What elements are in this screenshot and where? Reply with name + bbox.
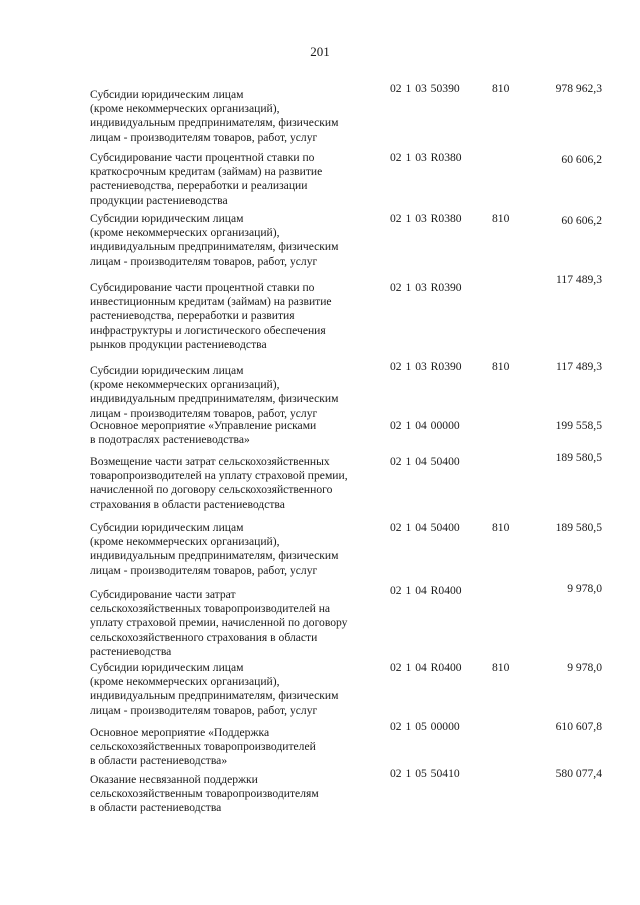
row-amount: 189 580,5 xyxy=(555,451,602,464)
description-line: инфраструктуры и логистического обеспечения xyxy=(90,323,326,337)
row-description xyxy=(90,726,390,769)
row-code: 02 1 03 R0380 xyxy=(390,212,462,225)
description-line: в подотраслях растениеводства» xyxy=(90,433,250,447)
description-line: начисленной по договору сельскохозяйственного xyxy=(90,483,333,497)
description-line: (кроме некоммерческих организаций), xyxy=(90,535,280,549)
row-description xyxy=(90,281,390,352)
description-line: Возмещение части затрат сельскохозяйственных xyxy=(90,455,330,468)
row-amount: 978 962,3 xyxy=(555,82,602,95)
row-description xyxy=(90,212,390,269)
description-line: Основное мероприятие «Поддержка xyxy=(90,726,270,739)
description-line: растениеводства, переработки и реализации xyxy=(90,179,308,193)
row-description xyxy=(90,419,390,447)
description-line: Основное мероприятие «Управление рисками xyxy=(90,419,317,432)
description-line: сельскохозяйственным товаропроизводителям xyxy=(90,787,319,801)
row-description xyxy=(90,455,390,512)
description-line: Субсидии юридическим лицам xyxy=(90,88,244,101)
description-line: Субсидирование части процентной ставки по xyxy=(90,151,315,164)
row-code: 02 1 04 R0400 xyxy=(390,584,462,597)
description-line: в области растениеводства xyxy=(90,801,222,815)
description-line: товаропроизводителей на уплату страховой премии, xyxy=(90,469,348,483)
row-description xyxy=(90,661,390,718)
description-line: лицам - производителям товаров, работ, услуг xyxy=(90,130,318,144)
description-line: продукции растениеводства xyxy=(90,193,228,207)
description-line: растениеводства xyxy=(90,644,172,658)
description-line: лицам - производителям товаров, работ, услуг xyxy=(90,406,318,420)
description-line: растениеводства, переработки и развития xyxy=(90,309,295,323)
description-line: Субсидии юридическим лицам xyxy=(90,212,244,225)
description-line: (кроме некоммерческих организаций), xyxy=(90,378,280,392)
description-line: сельскохозяйственных товаропроизводителей на xyxy=(90,602,331,616)
description-line: лицам - производителям товаров, работ, услуг xyxy=(90,703,318,717)
description-line: Субсидирование части процентной ставки по xyxy=(90,281,315,294)
page-number: 201 xyxy=(310,44,330,59)
row-amount: 9 978,0 xyxy=(567,582,602,595)
row-amount: 189 580,5 xyxy=(555,521,602,534)
row-code: 02 1 04 00000 xyxy=(390,419,460,432)
row-description xyxy=(90,88,390,145)
description-line: краткосрочным кредитам (займам) на развитие xyxy=(90,165,323,179)
row-code: 02 1 03 R0380 xyxy=(390,151,462,164)
row-amount: 610 607,8 xyxy=(555,720,602,733)
description-line: сельскохозяйственного страхования в области xyxy=(90,630,318,644)
row-code: 02 1 05 00000 xyxy=(390,720,460,733)
description-line: индивидуальным предпринимателям, физическим xyxy=(90,240,339,254)
row-expense-type: 810 xyxy=(492,82,510,95)
row-amount: 199 558,5 xyxy=(555,419,602,432)
description-line: (кроме некоммерческих организаций), xyxy=(90,675,280,689)
row-description xyxy=(90,364,390,421)
row-amount: 117 489,3 xyxy=(556,273,602,286)
description-line: (кроме некоммерческих организаций), xyxy=(90,102,280,116)
row-expense-type: 810 xyxy=(492,212,510,225)
description-line: сельскохозяйственных товаропроизводителей xyxy=(90,740,316,754)
description-line: Субсидии юридическим лицам xyxy=(90,661,244,674)
row-amount: 60 606,2 xyxy=(561,214,602,227)
row-description xyxy=(90,521,390,578)
description-line: Оказание несвязанной поддержки xyxy=(90,773,258,786)
description-line: инвестиционным кредитам (займам) на развитие xyxy=(90,295,332,309)
row-amount: 9 978,0 xyxy=(567,661,602,674)
description-line: Субсидии юридическим лицам xyxy=(90,364,244,377)
row-expense-type: 810 xyxy=(492,661,510,674)
row-code: 02 1 05 50410 xyxy=(390,767,460,780)
description-line: лицам - производителям товаров, работ, услуг xyxy=(90,254,318,268)
row-description xyxy=(90,151,390,208)
description-line: индивидуальным предпринимателям, физическим xyxy=(90,549,339,563)
description-line: Субсидии юридическим лицам xyxy=(90,521,244,534)
description-line: уплату страховой премии, начисленной по договору xyxy=(90,616,348,630)
row-code: 02 1 04 50400 xyxy=(390,455,460,468)
description-line: (кроме некоммерческих организаций), xyxy=(90,226,280,240)
description-line: лицам - производителям товаров, работ, услуг xyxy=(90,563,318,577)
row-expense-type: 810 xyxy=(492,521,510,534)
row-amount: 60 606,2 xyxy=(561,153,602,166)
description-line: рынков продукции растениеводства xyxy=(90,337,267,351)
row-code: 02 1 03 50390 xyxy=(390,82,460,95)
row-amount: 117 489,3 xyxy=(556,360,602,373)
description-line: страхования в области растениеводства xyxy=(90,497,285,511)
row-code: 02 1 04 R0400 xyxy=(390,661,462,674)
description-line: Субсидирование части затрат xyxy=(90,588,236,601)
row-description xyxy=(90,588,390,659)
row-code: 02 1 03 R0390 xyxy=(390,360,462,373)
description-line: в области растениеводства» xyxy=(90,754,228,768)
description-line: индивидуальным предпринимателям, физическим xyxy=(90,116,339,130)
description-line: индивидуальным предпринимателям, физическим xyxy=(90,392,339,406)
row-code: 02 1 04 50400 xyxy=(390,521,460,534)
row-description xyxy=(90,773,390,816)
description-line: индивидуальным предпринимателям, физическим xyxy=(90,689,339,703)
row-code: 02 1 03 R0390 xyxy=(390,281,462,294)
row-expense-type: 810 xyxy=(492,360,510,373)
row-amount: 580 077,4 xyxy=(555,767,602,780)
